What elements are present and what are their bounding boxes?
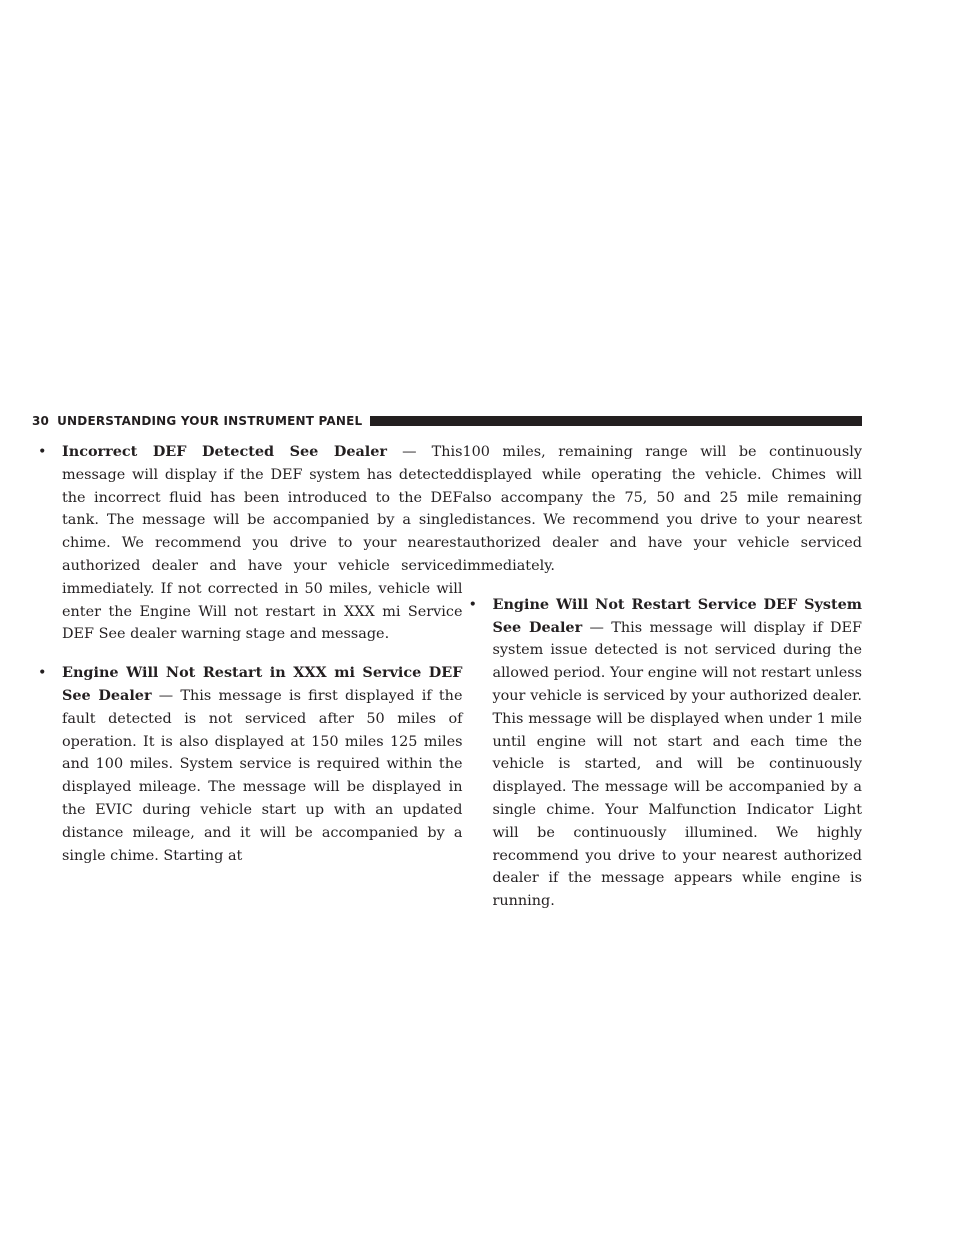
section-title: UNDERSTANDING YOUR INSTRUMENT PANEL xyxy=(57,414,363,428)
item-title: Engine Will Not Restart in XXX mi Service DEF See Dealer xyxy=(62,664,463,704)
bullet-marker: • xyxy=(38,665,47,682)
item-title: Incorrect DEF Detected See Dealer xyxy=(62,443,388,460)
right-column xyxy=(462,441,862,929)
bullet-item-engine-restart-xxx xyxy=(32,662,462,867)
page-header xyxy=(32,414,862,428)
item-body: — This message will display if DEF system issue detected is not serviced during the allowed period. Your engine will not restart unless your vehicle is serviced by your authorized dealer. This message will be displayed when under 1 mile until engine will not start and each time the vehicle is started, and will be continuously displayed. The message will be accompanied by a single chime. Your Malfunction Indicator Light will be continuously illumined. We highly recommend you drive to your nearest authorized dealer if the message appears while engine is running. xyxy=(492,619,862,910)
page-number: 30 xyxy=(32,414,50,428)
item-title: Engine Will Not Restart Service DEF System See Dealer xyxy=(492,595,862,636)
bullet-item-engine-restart-service xyxy=(462,594,862,913)
left-column xyxy=(32,441,462,929)
header-rule xyxy=(370,416,862,426)
bullet-item-incorrect-def xyxy=(32,441,462,646)
item-body: — This message will display if the DEF system has detected the incorrect fluid has been introduced to the DEF tank. The message will be accompanied by a single chime. We recommend you drive to your nearest authorized dealer and have your vehicle serviced immediately. If not corrected in 50 miles, vehicle will enter the Engine Will not restart in XXX mi Service DEF See dealer warning stage and message. xyxy=(62,444,463,643)
item-body: — This message is first displayed if the fault detected is not serviced after 50 miles of operation. It is also displayed at 150 miles 125 miles and 100 miles. System service is required within the displayed mileage. The message will be displayed in the EVIC during vehicle start up with an updated distance mileage, and it will be accompanied by a single chime. Starting at xyxy=(62,687,463,864)
bullet-marker: • xyxy=(38,444,47,460)
continued-paragraph: 100 miles, remaining range will be continuously displayed while operating the vehicle. Chimes will also accompany the 75, 50 and 25 mile remaining distances. We recommend you drive to your nearest authorized dealer and have your vehicle serviced immediately. xyxy=(462,444,862,574)
content-columns xyxy=(32,441,862,929)
bullet-marker: • xyxy=(468,596,477,613)
